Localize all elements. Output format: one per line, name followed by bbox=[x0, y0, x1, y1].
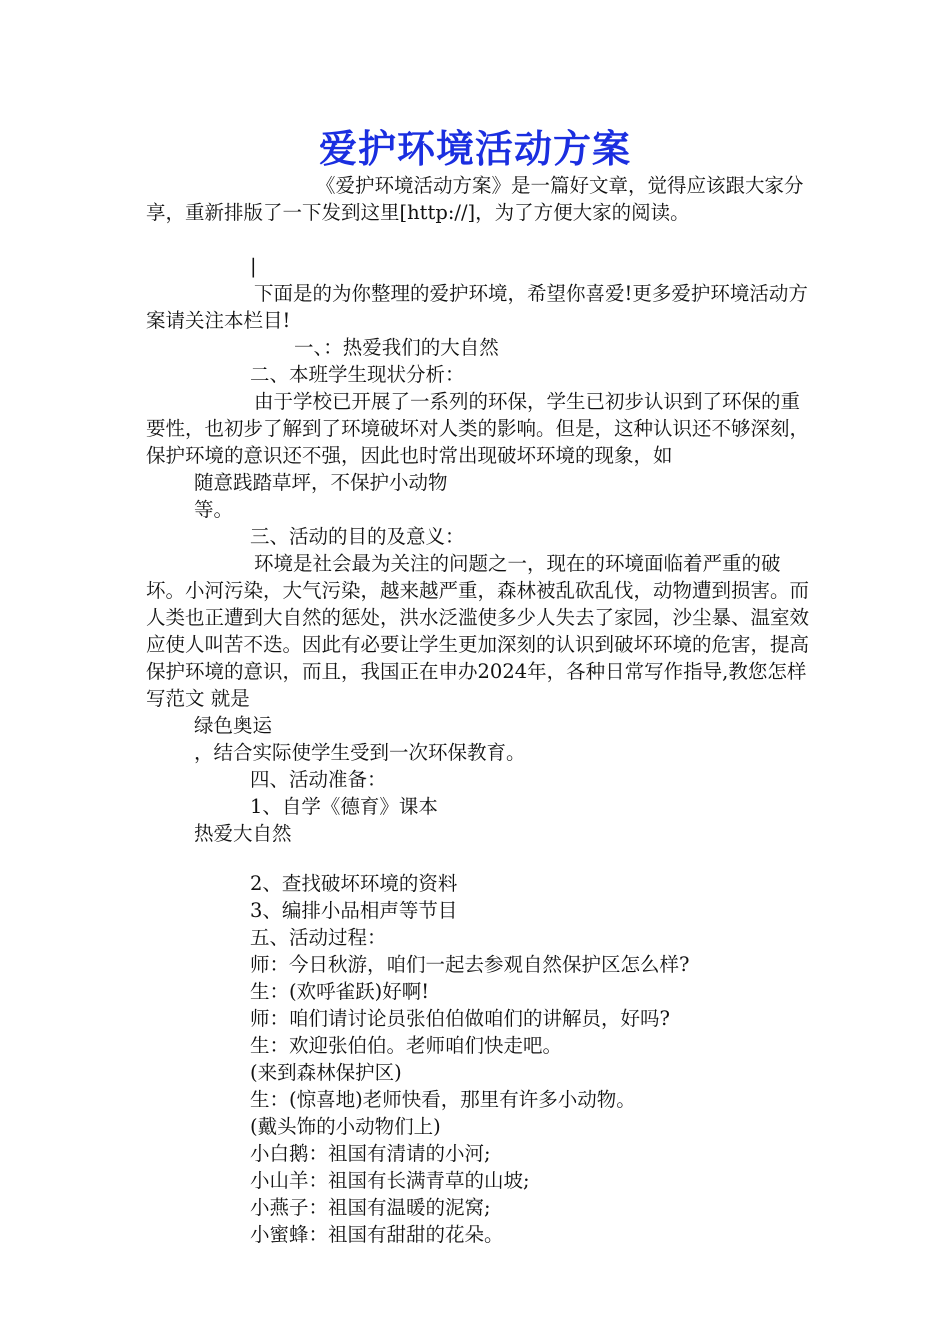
document-body bbox=[146, 172, 810, 1248]
spacer bbox=[146, 226, 810, 253]
document-title: 爱护环境活动方案 bbox=[318, 127, 631, 171]
dialogue-line: 生：欢迎张伯伯。老师咱们快走吧。 bbox=[250, 1034, 563, 1057]
spacer bbox=[146, 847, 810, 870]
dialogue-line: 师：今日秋游，咱们一起去参观自然保护区怎么样? bbox=[250, 953, 690, 976]
text-cursor: | bbox=[250, 255, 257, 278]
prep-item-2: 2、查找破坏环境的资料 bbox=[250, 872, 458, 895]
section-2-example: 随意践踏草坪，不保护小动物 bbox=[194, 471, 448, 494]
dialogue-line: 生：(惊喜地)老师快看，那里有许多小动物。 bbox=[250, 1088, 636, 1111]
section-3-ending: ，结合实际使学生受到一次环保教育。 bbox=[194, 741, 526, 764]
section-2-example-end: 等。 bbox=[194, 498, 234, 521]
section-heading-3: 三、活动的目的及意义： bbox=[250, 525, 465, 548]
lead-paragraph: 下面是的为你整理的爱护环境，希望你喜爱!更多爱护环境活动方案请关注本栏目! bbox=[146, 282, 808, 332]
dialogue-line: 小山羊：祖国有长满青草的山坡; bbox=[250, 1169, 530, 1192]
dialogue-line: 生：(欢呼雀跃)好啊! bbox=[250, 980, 430, 1003]
dialogue-line: 小燕子：祖国有温暖的泥窝; bbox=[250, 1196, 491, 1219]
prep-item-1-continued: 热爱大自然 bbox=[194, 822, 292, 845]
dialogue-line: 小白鹅：祖国有清请的小河; bbox=[250, 1142, 491, 1165]
prep-item-3: 3、编排小品相声等节目 bbox=[250, 899, 458, 922]
dialogue-line: (来到森林保护区) bbox=[250, 1061, 402, 1084]
section-3-green-olympics: 绿色奥运 bbox=[194, 714, 273, 737]
dialogue-line: 小蜜蜂：祖国有甜甜的花朵。 bbox=[250, 1223, 504, 1246]
section-heading-1: 一、：热爱我们的大自然 bbox=[294, 336, 499, 359]
section-2-paragraph: 由于学校已开展了一系列的环保，学生已初步认识到了环保的重要性，也初步了解到了环境破坏对人类的影响。但是，这种认识还不够深刻，保护环境的意识还不强，因此也时常出现破坏环境的现象，如 bbox=[146, 390, 810, 467]
section-heading-4: 四、活动准备： bbox=[250, 768, 387, 791]
intro-paragraph: 《爱护环境活动方案》是一篇好文章，觉得应该跟大家分享，重新排版了一下发到这里[http://]，为了方便大家的阅读。 bbox=[146, 174, 804, 224]
dialogue-line: (戴头饰的小动物们上) bbox=[250, 1115, 441, 1138]
section-3-paragraph: 环境是社会最为关注的问题之一，现在的环境面临着严重的破坏。小河污染，大气污染，越来越严重，森林被乱砍乱伐，动物遭到损害。而人类也正遭到大自然的惩处，洪水泛滥使多少人失去了家园，沙尘暴、温室效应使人叫苦不迭。因此有必要让学生更加深刻的认识到破坏环境的危害，提高保护环境的意识，而且，我国正在申办2024年，各种日常写作指导,教您怎样写范文 就是 bbox=[146, 552, 810, 710]
section-heading-2: 二、本班学生现状分析： bbox=[250, 363, 465, 386]
prep-item-1: 1、自学《德育》课本 bbox=[250, 795, 438, 818]
dialogue-line: 师：咱们请讨论员张伯伯做咱们的讲解员，好吗? bbox=[250, 1007, 670, 1030]
section-heading-5: 五、活动过程： bbox=[250, 926, 387, 949]
